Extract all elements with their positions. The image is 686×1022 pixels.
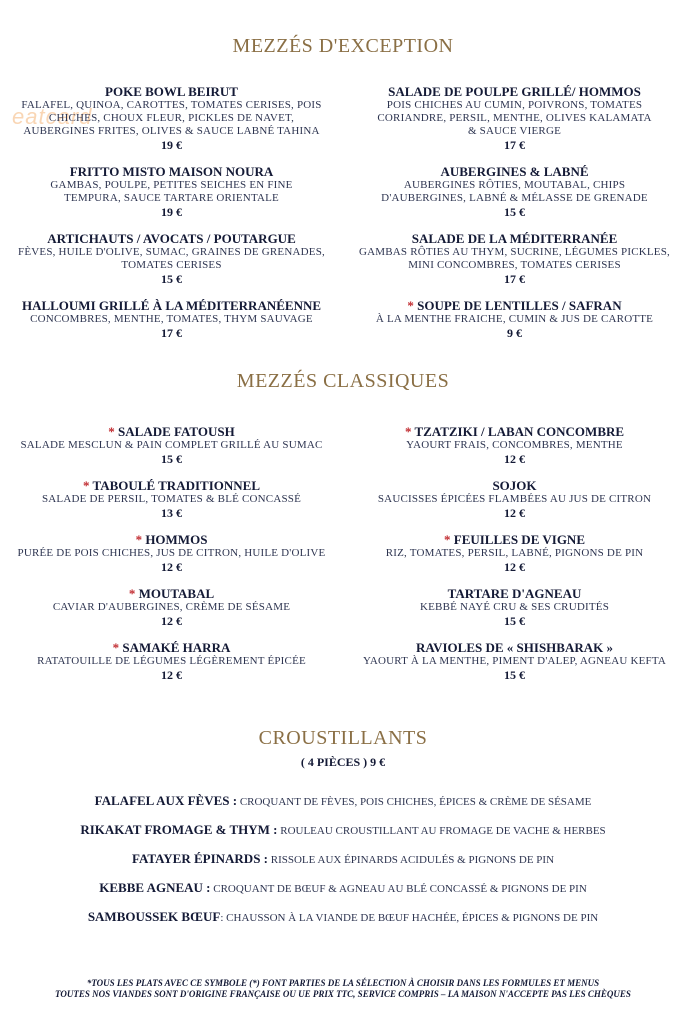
menu-item	[343, 84, 686, 153]
menu-item-description: TOMATES CERISES	[121, 259, 222, 271]
menu-item-description: SAUCISSES ÉPICÉES FLAMBÉES AU JUS DE CITRON	[377, 493, 652, 505]
menu-item-description: FALAFEL, QUINOA, CAROTTES, TOMATES CERISES, POIS	[21, 99, 322, 111]
croustillant-description: RISSOLE AUX ÉPINARDS ACIDULÉS & PIGNONS DE PIN	[268, 854, 555, 866]
menu-item-description: D'AUBERGINES, LABNÉ & MÉLASSE DE GRENADE	[381, 192, 648, 204]
croustillants-list	[0, 792, 686, 937]
menu-item	[343, 424, 686, 467]
menu-item-description: MINI CONCOMBRES, TOMATES CERISES	[408, 259, 621, 271]
menu-item-price: 17 €	[504, 272, 525, 286]
menu-item-price: 15 €	[504, 205, 525, 219]
menu-item-description: TEMPURA, SAUCE TARTARE ORIENTALE	[64, 192, 279, 204]
menu-item	[343, 586, 686, 629]
menu-item-name: HALLOUMI GRILLÉ À LA MÉDITERRANÉENNE	[21, 298, 322, 313]
menu-item-name: SOUPE DE LENTILLES / SAFRAN	[417, 298, 622, 313]
menu-item-name-line	[343, 586, 686, 601]
menu-item-name: RAVIOLES DE « SHISHBARAK »	[416, 640, 613, 655]
menu-item-name-line	[0, 298, 343, 313]
menu-item-description: SALADE MESCLUN & PAIN COMPLET GRILLÉ AU SUMAC	[20, 439, 323, 451]
menu-item-price: 15 €	[504, 614, 525, 628]
menu-item-name: TZATZIKI / LABAN CONCOMBRE	[414, 424, 625, 439]
menu-item-description: SALADE DE PERSIL, TOMATES & BLÉ CONCASSÉ	[41, 493, 302, 505]
menu-item-name-line	[0, 478, 343, 493]
menu-item-price: 9 €	[507, 326, 522, 340]
menu-item-description: & SAUCE VIERGE	[467, 125, 562, 137]
croustillant-name: FATAYER ÉPINARDS :	[131, 851, 268, 866]
menu-item-description: RIZ, TOMATES, PERSIL, LABNÉ, PIGNONS DE PIN	[385, 547, 644, 559]
menu-item-price: 12 €	[504, 560, 525, 574]
croustillant-item	[0, 850, 686, 879]
footer-line-1: *TOUS LES PLATS AVEC CE SYMBOLE (*) FONT PARTIES DE LA SÉLECTION À CHOISIR DANS LES FORMULES ET MENUS	[86, 978, 600, 988]
menu-item-description: AUBERGINES RÔTIES, MOUTABAL, CHIPS	[403, 179, 626, 191]
croustillant-description: : CHAUSSON À LA VIANDE DE BŒUF HACHÉE, ÉPICES & PIGNONS DE PIN	[220, 912, 599, 924]
menu-item-description: YAOURT FRAIS, CONCOMBRES, MENTHE	[406, 439, 623, 451]
classiques-left-column	[0, 424, 343, 694]
croustillant-description: CROQUANT DE BŒUF & AGNEAU AU BLÉ CONCASSÉ & PIGNONS DE PIN	[210, 883, 587, 895]
menu-item-price: 15 €	[161, 272, 182, 286]
classiques-right-column	[343, 424, 686, 694]
menu-item	[343, 231, 686, 287]
menu-item	[343, 532, 686, 575]
selection-star-icon: *	[407, 298, 414, 313]
menu-item-name-line	[0, 532, 343, 547]
menu-item-price: 17 €	[504, 138, 525, 152]
menu-item	[343, 478, 686, 521]
menu-item-description: FÈVES, HUILE D'OLIVE, SUMAC, GRAINES DE GRENADES,	[18, 246, 325, 258]
menu-item-name: FRITTO MISTO MAISON NOURA	[69, 164, 274, 179]
croustillant-description: CROQUANT DE FÈVES, POIS CHICHES, ÉPICES & CRÈME DE SÉSAME	[237, 796, 592, 808]
menu-item-price: 12 €	[504, 506, 525, 520]
selection-star-icon: *	[108, 424, 115, 439]
footer-notes	[0, 978, 686, 1000]
menu-item-description: KEBBÉ NAYÉ CRU & SES CRUDITÉS	[419, 601, 610, 613]
selection-star-icon: *	[83, 478, 90, 493]
menu-item	[0, 164, 343, 220]
croustillant-name: FALAFEL AUX FÈVES :	[94, 793, 238, 808]
menu-item-name: FEUILLES DE VIGNE	[453, 532, 585, 547]
menu-item-price: 12 €	[161, 614, 182, 628]
croustillant-item	[0, 792, 686, 821]
menu-item-name-line	[343, 164, 686, 179]
menu-item-name: AUBERGINES & LABNÉ	[440, 164, 589, 179]
footer-line-2: TOUTES NOS VIANDES SONT D'ORIGINE FRANÇAISE OU UE PRIX TTC, SERVICE COMPRIS – LA MAISON N'ACCEPTE PAS LES CHÈQUES	[55, 989, 631, 999]
menu-item-name-line	[343, 640, 686, 655]
menu-item-name: SOJOK	[492, 478, 537, 493]
menu-item-description: POIS CHICHES AU CUMIN, POIVRONS, TOMATES	[386, 99, 643, 111]
menu-item	[0, 84, 343, 153]
menu-item-description: RATATOUILLE DE LÉGUMES LÉGÈREMENT ÉPICÉE	[37, 655, 306, 667]
menu-item-description: GAMBAS RÔTIES AU THYM, SUCRINE, LÉGUMES PICKLES,	[358, 246, 670, 258]
menu-item-price: 12 €	[504, 452, 525, 466]
menu-item	[343, 164, 686, 220]
watermark-logo: eatcard	[12, 104, 93, 129]
menu-item-description: À LA MENTHE FRAICHE, CUMIN & JUS DE CAROTTE	[375, 313, 654, 325]
menu-item-name-line	[0, 640, 343, 655]
croustillant-item	[0, 821, 686, 850]
menu-item-name-line	[0, 164, 343, 179]
menu-item-name-line	[0, 586, 343, 601]
section-title-classiques: MEZZÉS CLASSIQUES	[236, 370, 450, 392]
section-title-croustillants: CROUSTILLANTS	[258, 727, 428, 749]
menu-item-price: 19 €	[161, 205, 182, 219]
menu-item-description: GAMBAS, POULPE, PETITES SEICHES EN FINE	[50, 179, 293, 191]
menu-item-name-line	[343, 424, 686, 439]
croustillant-description: ROULEAU CROUSTILLANT AU FROMAGE DE VACHE & HERBES	[277, 825, 606, 837]
menu-item-name: ARTICHAUTS / AVOCATS / POUTARGUE	[47, 231, 296, 246]
menu-item	[0, 231, 343, 287]
menu-item-name: SAMAKÉ HARRA	[122, 640, 231, 655]
exception-left-column	[0, 84, 343, 352]
menu-item-price: 12 €	[161, 668, 182, 682]
menu-item-price: 15 €	[504, 668, 525, 682]
menu-item-name: MOUTABAL	[138, 586, 215, 601]
menu-item-name: POKE BOWL BEIRUT	[105, 84, 238, 99]
menu-item	[343, 298, 686, 341]
menu-item-name-line	[0, 424, 343, 439]
menu-item	[343, 640, 686, 683]
menu-item	[0, 478, 343, 521]
croustillant-item	[0, 879, 686, 908]
menu-item-description: CHICHES, CHOUX FLEUR, PICKLES DE NAVET,	[48, 112, 295, 124]
menu-item-price: 15 €	[161, 452, 182, 466]
menu-item-name: HOMMOS	[145, 532, 208, 547]
menu-item-name-line	[343, 231, 686, 246]
section-title-exception: MEZZÉS D'EXCEPTION	[232, 35, 454, 57]
menu-item-name: SALADE DE POULPE GRILLÉ/ HOMMOS	[388, 84, 641, 99]
menu-item-name: TABOULÉ TRADITIONNEL	[92, 478, 260, 493]
selection-star-icon: *	[128, 586, 136, 601]
croustillant-name: SAMBOUSSEK BŒUF	[87, 909, 221, 924]
selection-star-icon: *	[112, 640, 120, 655]
menu-item-name-line	[0, 231, 343, 246]
menu-item	[0, 532, 343, 575]
menu-item	[0, 424, 343, 467]
menu-item-description: AUBERGINES FRITES, OLIVES & SAUCE LABNÉ TAHINA	[23, 125, 320, 137]
selection-star-icon: *	[444, 532, 451, 547]
menu-item-price: 17 €	[161, 326, 182, 340]
menu-item-description: YAOURT À LA MENTHE, PIMENT D'ALEP, AGNEAU KEFTA	[362, 655, 667, 667]
menu-item-name-line	[343, 84, 686, 99]
croustillant-item	[0, 908, 686, 937]
exception-right-column	[343, 84, 686, 352]
menu-item-name-line	[343, 298, 686, 313]
menu-item-price: 12 €	[161, 560, 182, 574]
menu-item-price: 19 €	[161, 138, 182, 152]
croustillants-subtitle: ( 4 PIÈCES ) 9 €	[300, 755, 386, 769]
menu-item-name: SALADE FATOUSH	[118, 424, 235, 439]
croustillant-name: RIKAKAT FROMAGE & THYM :	[80, 822, 278, 837]
selection-star-icon: *	[135, 532, 143, 547]
menu-item-name: TARTARE D'AGNEAU	[447, 586, 582, 601]
menu-item-name: SALADE DE LA MÉDITERRANÉE	[411, 231, 618, 246]
menu-item	[0, 298, 343, 341]
croustillant-name: KEBBE AGNEAU :	[99, 880, 211, 895]
selection-star-icon: *	[404, 424, 412, 439]
menu-item-name-line	[343, 478, 686, 493]
menu-item-description: PURÉE DE POIS CHICHES, JUS DE CITRON, HUILE D'OLIVE	[17, 547, 326, 559]
menu-item-description: CAVIAR D'AUBERGINES, CRÈME DE SÉSAME	[52, 601, 291, 613]
menu-item-name-line	[0, 84, 343, 99]
menu-item	[0, 640, 343, 683]
menu-item	[0, 586, 343, 629]
menu-item-description: CONCOMBRES, MENTHE, TOMATES, THYM SAUVAGE	[30, 313, 313, 325]
menu-item-description: CORIANDRE, PERSIL, MENTHE, OLIVES KALAMATA	[377, 112, 652, 124]
menu-item-name-line	[343, 532, 686, 547]
menu-item-price: 13 €	[161, 506, 182, 520]
